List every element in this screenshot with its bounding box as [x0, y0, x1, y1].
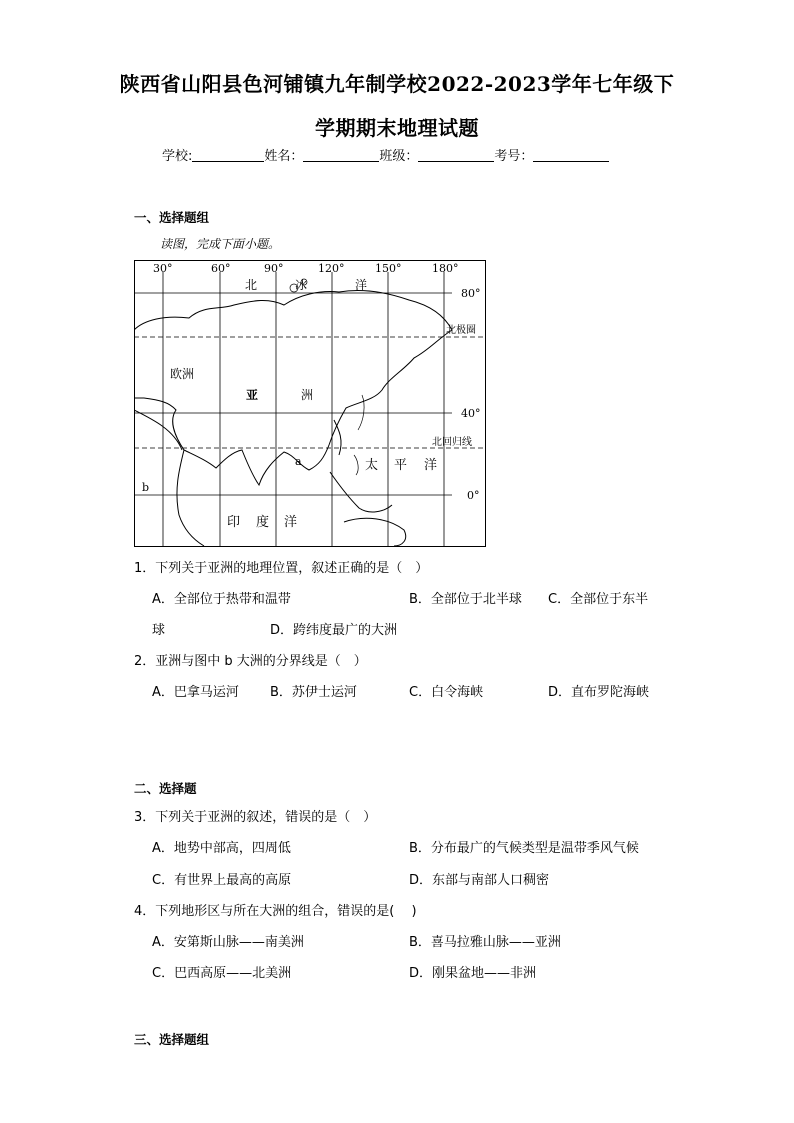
lon-label-30: 30°: [153, 262, 173, 275]
indian-char2: 度: [256, 515, 270, 530]
q3-stem: 3．下列关于亚洲的叙述，错误的是（ ）: [134, 810, 377, 825]
number-label: 考号：: [494, 149, 534, 164]
q1-option-a[interactable]: A．全部位于热带和温带: [152, 592, 291, 607]
section2-heading: 二、选择题: [134, 781, 197, 796]
q1-option-d[interactable]: D．跨纬度最广的大洲: [270, 623, 398, 638]
q3-option-b[interactable]: B．分布最广的气候类型是温带季风气候: [409, 841, 639, 856]
arctic-circle-label: 北极圈: [446, 325, 476, 336]
lon-label-60: 60°: [211, 262, 231, 275]
map-label-a: a: [295, 455, 302, 468]
lon-label-90: 90°: [264, 262, 284, 275]
section3-heading: 三、选择题组: [134, 1032, 210, 1047]
q1-option-c[interactable]: C．全部位于东半: [548, 592, 649, 607]
map-label-b: b: [142, 481, 150, 494]
q1-option-b[interactable]: B．全部位于北半球: [409, 592, 522, 607]
name-blank[interactable]: [303, 148, 379, 162]
q2-option-d[interactable]: D．直布罗陀海峡: [548, 685, 650, 700]
q2-stem: 2．亚洲与图中 b 大洲的分界线是（ ）: [134, 654, 367, 669]
europe-label: 欧洲: [170, 367, 195, 381]
lat-label-40: 40°: [461, 407, 481, 420]
tropic-cancer-label: 北回归线: [432, 437, 472, 448]
pacific-char2: 平: [394, 458, 408, 473]
asia-label-char2: 洲: [301, 388, 314, 402]
lon-label-150: 150°: [375, 262, 402, 275]
arctic-ocean-char3: 洋: [355, 278, 368, 292]
q2-option-b[interactable]: B．苏伊士运河: [270, 685, 357, 700]
q2-option-c[interactable]: C．白令海峡: [409, 685, 484, 700]
arctic-ocean-char2: 冰: [295, 278, 308, 292]
student-info-row: [162, 145, 609, 164]
indian-char1: 印: [227, 515, 241, 530]
q1-stem: 1．下列关于亚洲的地理位置，叙述正确的是（ ）: [134, 561, 429, 576]
school-label: 学校:: [162, 149, 193, 164]
q4-stem: 4．下列地形区与所在大洲的组合，错误的是( ): [134, 904, 417, 919]
exam-title-line1: 陕西省山阳县色河铺镇九年制学校2022-2023学年七年级下: [119, 72, 675, 96]
q4-option-a[interactable]: A．安第斯山脉——南美洲: [152, 935, 304, 950]
lon-label-180: 180°: [432, 262, 459, 275]
asia-label-char1: 亚: [246, 388, 259, 402]
q4-option-c[interactable]: C．巴西高原——北美洲: [152, 966, 292, 981]
arctic-ocean-char1: 北: [245, 278, 258, 292]
pacific-char1: 太: [365, 458, 379, 473]
pacific-char3: 洋: [424, 458, 438, 473]
q3-option-d[interactable]: D．东部与南部人口稠密: [409, 873, 550, 888]
name-label: 姓名：: [264, 149, 304, 164]
indian-char3: 洋: [284, 515, 298, 530]
section1-heading: 一、选择题组: [134, 210, 210, 225]
class-label: 班级：: [379, 149, 419, 164]
map-frame: [135, 261, 486, 547]
q3-option-a[interactable]: A．地势中部高，四周低: [152, 841, 291, 856]
q4-option-b[interactable]: B．喜马拉雅山脉——亚洲: [409, 935, 561, 950]
class-blank[interactable]: [418, 148, 494, 162]
lat-label-0: 0°: [467, 489, 480, 502]
q4-option-d[interactable]: D．刚果盆地——非洲: [409, 966, 537, 981]
asia-map-figure: [134, 260, 486, 547]
lat-label-80: 80°: [461, 287, 481, 300]
q2-option-a[interactable]: A．巴拿马运河: [152, 685, 239, 700]
q3-option-c[interactable]: C．有世界上最高的高原: [152, 873, 292, 888]
q1-option-c-cont: 球: [152, 623, 166, 638]
number-blank[interactable]: [533, 148, 609, 162]
exam-title-line2: 学期期末地理试题: [315, 116, 479, 140]
section1-intro: 读图，完成下面小题。: [160, 237, 281, 251]
lon-label-120: 120°: [318, 262, 345, 275]
school-blank[interactable]: [192, 148, 264, 162]
